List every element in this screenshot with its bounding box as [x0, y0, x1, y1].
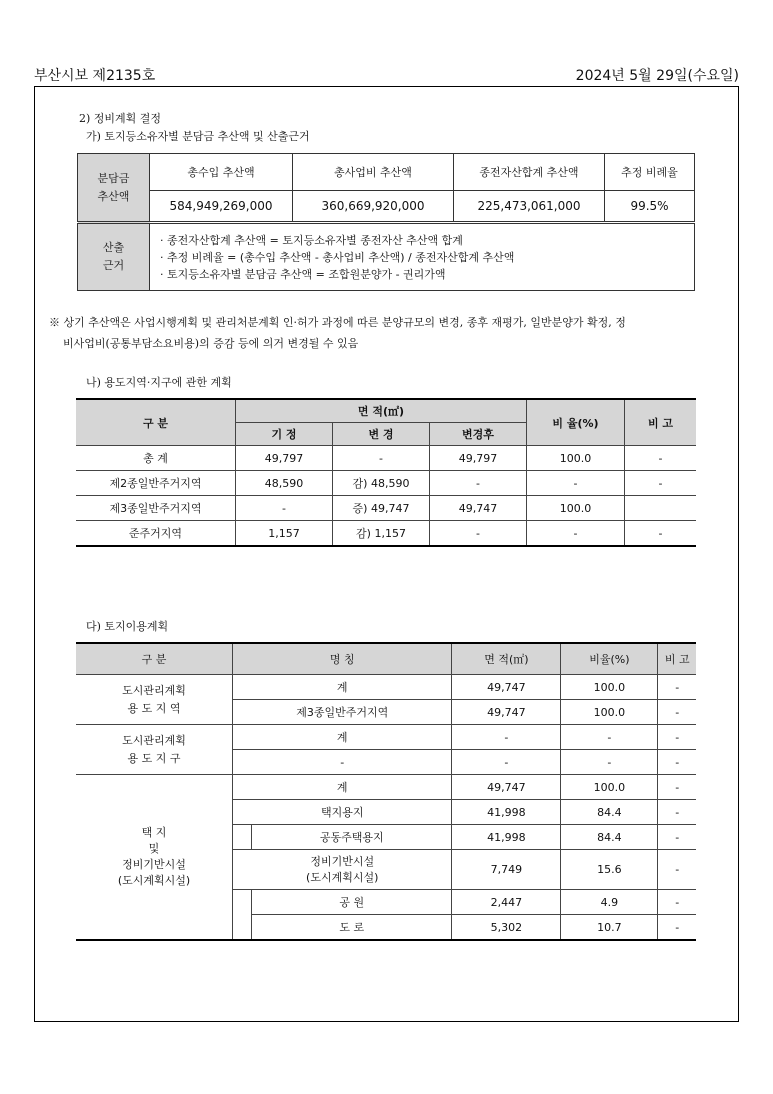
land-use-table: [76, 642, 696, 941]
cell: -: [625, 446, 697, 471]
cell: 2,447: [452, 890, 561, 915]
cell: -: [658, 725, 696, 750]
cell: -: [527, 471, 625, 496]
cell: -: [430, 471, 527, 496]
footnote-line: 비사업비(공통부담소요비용)의 증감 등에 의거 변경될 수 있음: [63, 337, 359, 350]
indent-spacer: [233, 825, 252, 850]
cell: 41,998: [452, 825, 561, 850]
cell: 49,797: [236, 446, 333, 471]
cell: 제2종일반주거지역: [76, 471, 236, 496]
cell: -: [452, 750, 561, 775]
subsection-a-title: 가) 토지등소유자별 분담금 추산액 및 산출근거: [86, 130, 310, 143]
col-gubun: 구 분: [76, 643, 233, 675]
cell: 49,747: [452, 675, 561, 700]
cell: 49,747: [452, 700, 561, 725]
col-ratio: 비 율(%): [527, 399, 625, 446]
cell: 100.0: [561, 675, 658, 700]
cell: 100.0: [561, 700, 658, 725]
cell: 공동주택용지: [252, 825, 452, 850]
bulletin-date: 2024년 5월 29일(수요일): [575, 68, 739, 84]
col-remarks: 비 고: [658, 643, 696, 675]
cell: 48,590: [236, 471, 333, 496]
header-ratio: 추정 비례율: [605, 154, 695, 191]
col-after: 변경후: [430, 423, 527, 446]
footnote-line: ※ 상기 추산액은 사업시행계획 및 관리처분계획 인·허가 과정에 따른 분양규모의 변경, 종후 재평가, 일반분양가 확정, 정: [49, 316, 626, 329]
subsection-c-title: 다) 토지이용계획: [86, 620, 169, 633]
cell: -: [527, 521, 625, 547]
cell: 1,157: [236, 521, 333, 547]
cell: 49,747: [452, 775, 561, 800]
cell: -: [625, 521, 697, 547]
group-zoning-district: 도시관리계획 용 도 지 구: [76, 725, 233, 775]
cell: 84.4: [561, 825, 658, 850]
row-label-basis: 산출 근거: [78, 223, 150, 291]
table-row: [76, 446, 696, 471]
cell: 7,749: [452, 850, 561, 890]
bulletin-issue: 부산시보 제2135호: [34, 68, 156, 84]
col-ratio: 비율(%): [561, 643, 658, 675]
cell: 제3종일반주거지역: [233, 700, 452, 725]
cell: 정비기반시설 (도시계획시설): [233, 850, 452, 890]
header-total-cost: 총사업비 추산액: [293, 154, 454, 191]
cell: 총 계: [76, 446, 236, 471]
calc-line: · 추정 비례율 = (총수입 추산액 - 총사업비 추산액) / 종전자산합계 추산액: [160, 250, 515, 264]
cell: -: [625, 471, 697, 496]
cell: 41,998: [452, 800, 561, 825]
cell: 택지용지: [233, 800, 452, 825]
cell: -: [658, 850, 696, 890]
indent-spacer: [233, 890, 252, 941]
col-existing: 기 정: [236, 423, 333, 446]
cell: 감) 48,590: [333, 471, 430, 496]
cell: -: [333, 446, 430, 471]
cell: 계: [233, 775, 452, 800]
cell: 100.0: [561, 775, 658, 800]
row-label-contribution: 분담금 추산액: [78, 154, 150, 223]
table-row: [76, 471, 696, 496]
value-total-revenue: 584,949,269,000: [150, 191, 293, 223]
cell: 4.9: [561, 890, 658, 915]
cell: -: [658, 915, 696, 941]
subsection-b-title: 나) 용도지역·지구에 관한 계획: [86, 376, 232, 389]
cell: 계: [233, 725, 452, 750]
col-area: 면 적(㎡): [452, 643, 561, 675]
cell: -: [658, 800, 696, 825]
cell: -: [561, 750, 658, 775]
cell: -: [658, 825, 696, 850]
zoning-table: [76, 398, 696, 547]
cell: 84.4: [561, 800, 658, 825]
cell: 49,797: [430, 446, 527, 471]
table-row: [76, 725, 696, 750]
contribution-table: [77, 153, 695, 291]
cell: 감) 1,157: [333, 521, 430, 547]
cell: -: [658, 750, 696, 775]
cell: -: [658, 890, 696, 915]
cell: 10.7: [561, 915, 658, 941]
calc-line: · 토지등소유자별 분담금 추산액 = 조합원분양가 - 권리가액: [160, 267, 446, 281]
col-gubun: 구 분: [76, 399, 236, 446]
cell: 준주거지역: [76, 521, 236, 547]
cell: 공 원: [252, 890, 452, 915]
cell: 계: [233, 675, 452, 700]
value-ratio: 99.5%: [605, 191, 695, 223]
cell: 도 로: [252, 915, 452, 941]
table-row: [76, 521, 696, 547]
cell: 100.0: [527, 496, 625, 521]
cell: -: [658, 700, 696, 725]
cell: -: [236, 496, 333, 521]
header-prior-assets: 종전자산합계 추산액: [454, 154, 605, 191]
cell: 49,747: [430, 496, 527, 521]
cell: 100.0: [527, 446, 625, 471]
col-change: 변 경: [333, 423, 430, 446]
section-title: 2) 정비계획 결정: [79, 112, 162, 125]
col-area: 면 적(㎡): [236, 399, 527, 423]
group-land-and-infra: 택 지 및 정비기반시설 (도시계획시설): [76, 775, 233, 941]
group-zoning-area: 도시관리계획 용 도 지 역: [76, 675, 233, 725]
cell: -: [658, 775, 696, 800]
col-remarks: 비 고: [625, 399, 697, 446]
cell: -: [233, 750, 452, 775]
calculation-basis: [150, 223, 695, 291]
cell: -: [430, 521, 527, 547]
table-row: [76, 675, 696, 700]
cell: 증) 49,747: [333, 496, 430, 521]
cell: 15.6: [561, 850, 658, 890]
header-total-revenue: 총수입 추산액: [150, 154, 293, 191]
cell: -: [452, 725, 561, 750]
cell: [625, 496, 697, 521]
col-name: 명 칭: [233, 643, 452, 675]
table-row: [76, 775, 696, 800]
value-total-cost: 360,669,920,000: [293, 191, 454, 223]
cell: -: [561, 725, 658, 750]
calc-line: · 종전자산합계 추산액 = 토지등소유자별 종전자산 추산액 합계: [160, 233, 463, 247]
cell: 제3종일반주거지역: [76, 496, 236, 521]
cell: -: [658, 675, 696, 700]
footnote: [49, 312, 626, 354]
cell: 5,302: [452, 915, 561, 941]
table-row: [76, 496, 696, 521]
value-prior-assets: 225,473,061,000: [454, 191, 605, 223]
